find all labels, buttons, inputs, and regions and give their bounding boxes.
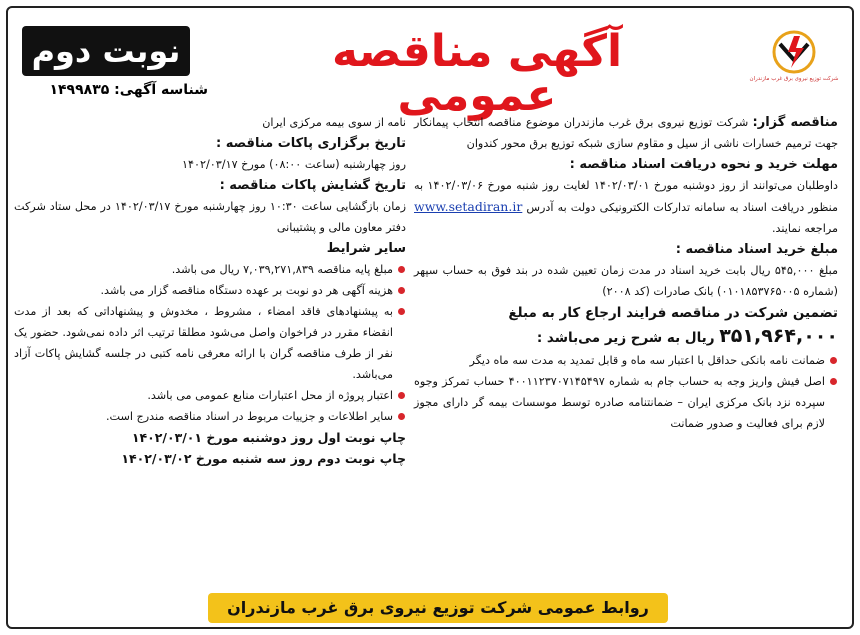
tender-paragraph xyxy=(414,112,838,154)
left-column xyxy=(14,112,406,469)
condition-item: سایر اطلاعات و جزییات مربوط در اسناد مناقصه مندرج است. xyxy=(14,406,406,427)
logo-caption: شرکت توزیع نیروی برق غرب مازندران xyxy=(749,76,839,82)
footer-banner: روابط عمومی شرکت توزیع نیروی برق غرب مازندران xyxy=(208,593,668,623)
guarantee-suffix: ریال به شرح زیر می‌باشد : xyxy=(536,330,715,346)
guarantee-item: ضمانت نامه بانکی حداقل با اعتبار سه ماه و قابل تمدید به مدت سه ماه دیگر xyxy=(414,350,838,371)
company-logo xyxy=(746,30,842,106)
open-date-heading: تاریخ گشایش پاکات مناقصه : xyxy=(219,178,406,193)
turn-badge: نوبت دوم xyxy=(22,26,190,76)
condition-item: هزینه آگهی هر دو نوبت بر عهده دستگاه مناقصه گزار می باشد. xyxy=(14,280,406,301)
condition-item: اعتبار پروژه از محل اعتبارات منابع عمومی می باشد. xyxy=(14,385,406,406)
open-date-text: زمان بازگشایی ساعت ۱۰:۳۰ روز چهارشنبه مورخ ۱۴۰۲/۰۳/۱۷ در محل ستاد شرکت دفتر معاون مالی و پشتیبانی xyxy=(14,200,406,234)
lightning-logo-icon xyxy=(764,30,824,74)
price-text: مبلغ ۵۴۵,۰۰۰ ریال بابت خرید اسناد در مدت زمان تعیین شده در بند فوق به حساب سپهر (شماره ۰۱۰۱۸۵۳۷۶۵۰۰۵) بانک صادرات (کد ۲۰۰۸) xyxy=(414,264,838,298)
ad-id xyxy=(18,82,208,98)
tender-label: مناقصه گزار: xyxy=(752,115,838,130)
ad-id-label: شناسه آگهی: xyxy=(114,82,208,98)
conditions-heading: سایر شرایط xyxy=(326,241,406,256)
hold-date-text: روز چهارشنبه (ساعت ۰۸:۰۰) مورخ ۱۴۰۲/۰۳/۱۷ xyxy=(181,158,406,171)
docs-deadline-text: داوطلبان می‌توانند از روز دوشنبه مورخ ۱۴۰۲/۰۳/۰۱ لغایت روز شنبه مورخ ۱۴۰۲/۰۳/۰۶ به منظور دریافت اسناد به سامانه تدارکات الکترونیکی دولت به آدرس xyxy=(414,179,838,214)
print-second-date: چاپ نوبت دوم روز سه شنبه مورخ ۱۴۰۲/۰۳/۰۲ xyxy=(121,451,406,466)
header xyxy=(8,8,852,121)
tender-text: شرکت توزیع نیروی برق غرب مازندران موضوع مناقصه انتخاب پیمانکار جهت ترمیم خسارات ناشی از سیل و مقاوم سازی شبکه توزیع برق محور کندوان xyxy=(414,116,838,150)
condition-item: به پیشنهادهای فاقد امضاء ، مشروط ، مخدوش و پیشنهاداتی که بعد از مدت انقضاء مقرر در فراخوان واصل می‌شود مطلقا ترتیب اثر داده نمی‌شود. حضور یک نفر از طرف مناقصه گران با ارائه معرفی نامه کتبی در جلسه گشایش پاکات آزاد می‌باشد. xyxy=(14,301,406,385)
guarantee-amount: ۳۵۱,۹۶۴,۰۰۰ xyxy=(719,325,838,347)
price-heading: مبلغ خرید اسناد مناقصه : xyxy=(675,242,838,257)
hold-date-heading: تاریخ برگزاری پاکات مناقصه : xyxy=(216,136,406,151)
insurance-continuation: نامه از سوی بیمه مرکزی ایران xyxy=(262,116,406,129)
print-first-date: چاپ نوبت اول روز دوشنبه مورخ ۱۴۰۲/۰۳/۰۱ xyxy=(131,430,406,445)
right-column xyxy=(414,112,838,434)
guarantee-amount-line xyxy=(414,325,838,350)
guarantee-item: اصل فیش واریز وجه به حساب جام به شماره ۴۰۰۱۱۲۳۷۰۷۱۴۵۴۹۷ حساب تمرکز وجوه سپرده نزد بانک مرکزی ایران – ضمانتنامه صادره توسط موسسات بیمه گر دارای مجوز لازم برای فعالیت و صدور ضمانت xyxy=(414,371,838,434)
guarantee-heading: تضمین شرکت در مناقصه فرایند ارجاع کار به مبلغ xyxy=(508,305,838,321)
page-title: آگهی مناقصه عمومی xyxy=(331,26,623,121)
setadiran-link[interactable]: www.setadiran.ir xyxy=(414,199,523,214)
docs-deadline-heading: مهلت خرید و نحوه دریافت اسناد مناقصه : xyxy=(569,157,838,172)
docs-deadline-paragraph xyxy=(414,175,838,239)
docs-deadline-tail: مراجعه نمایند. xyxy=(771,222,838,235)
advertisement-frame xyxy=(6,6,854,629)
condition-item: مبلغ پایه مناقصه ۷,۰۳۹,۲۷۱,۸۳۹ ریال می باشد. xyxy=(14,259,406,280)
ad-id-value: ۱۴۹۹۸۳۵ xyxy=(49,82,110,98)
